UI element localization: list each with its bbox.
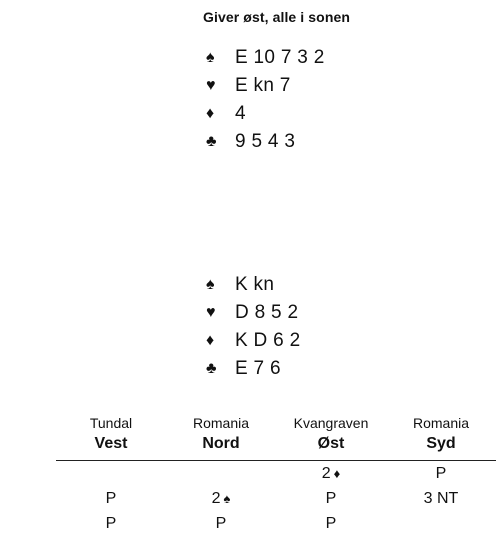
bidding-table	[56, 414, 496, 536]
bid-syd: P	[435, 465, 447, 482]
bid-level: 2	[321, 465, 331, 482]
north-hand	[206, 44, 325, 156]
player-name-vest: Tundal	[89, 415, 133, 431]
seat-header-vest: Vest	[94, 435, 128, 452]
bid-ost	[276, 461, 386, 486]
north-hearts-row	[206, 72, 325, 100]
bid-nord	[166, 461, 276, 486]
bid-vest	[56, 461, 166, 486]
south-hand	[206, 271, 300, 383]
bid-level: 2	[211, 490, 221, 507]
bid-round-1	[56, 461, 496, 486]
player-names-row	[56, 414, 496, 432]
seat-header-syd: Syd	[426, 435, 456, 452]
bid-syd	[386, 511, 496, 536]
spade-icon: ♠	[206, 49, 215, 66]
south-hearts-row	[206, 299, 300, 327]
south-diamonds-row	[206, 327, 300, 355]
north-clubs: 9 5 4 3	[235, 131, 296, 152]
bid-vest: P	[105, 490, 117, 507]
north-spades: E 10 7 3 2	[235, 47, 325, 68]
south-clubs-row	[206, 355, 300, 383]
bid-round-2	[56, 486, 496, 511]
spade-icon: ♠	[206, 276, 215, 293]
diamond-icon: ♦	[206, 332, 215, 349]
south-clubs: E 7 6	[235, 358, 281, 379]
heart-icon: ♥	[206, 77, 216, 94]
player-name-nord: Romania	[192, 415, 250, 431]
bid-nord: P	[215, 515, 227, 532]
heart-icon: ♥	[206, 304, 216, 321]
bid-round-3	[56, 511, 496, 536]
bid-ost: P	[325, 515, 337, 532]
player-name-syd: Romania	[412, 415, 470, 431]
player-name-ost: Kvangraven	[293, 415, 369, 431]
south-diamonds: K D 6 2	[235, 330, 301, 351]
south-spades-row	[206, 271, 300, 299]
club-icon: ♣	[206, 133, 217, 150]
south-hearts: D 8 5 2	[235, 302, 299, 323]
north-diamonds-row	[206, 100, 325, 128]
north-spades-row	[206, 44, 325, 72]
seat-header-row	[56, 432, 496, 456]
north-hearts: E kn 7	[235, 75, 291, 96]
seat-header-nord: Nord	[202, 435, 240, 452]
seat-header-ost: Øst	[317, 435, 345, 452]
club-icon: ♣	[206, 360, 217, 377]
spade-icon: ♠	[223, 491, 231, 506]
north-diamonds: 4	[235, 103, 246, 124]
diamond-icon: ♦	[206, 105, 215, 122]
dealer-vulnerability-heading: Giver øst, alle i sonen	[203, 9, 351, 25]
diamond-icon: ♦	[333, 466, 341, 481]
bid-ost: P	[325, 490, 337, 507]
bid-nord	[166, 486, 276, 511]
north-clubs-row	[206, 128, 325, 156]
south-spades: K kn	[235, 274, 275, 295]
bid-vest: P	[105, 515, 117, 532]
bid-syd: 3 NT	[423, 490, 459, 507]
